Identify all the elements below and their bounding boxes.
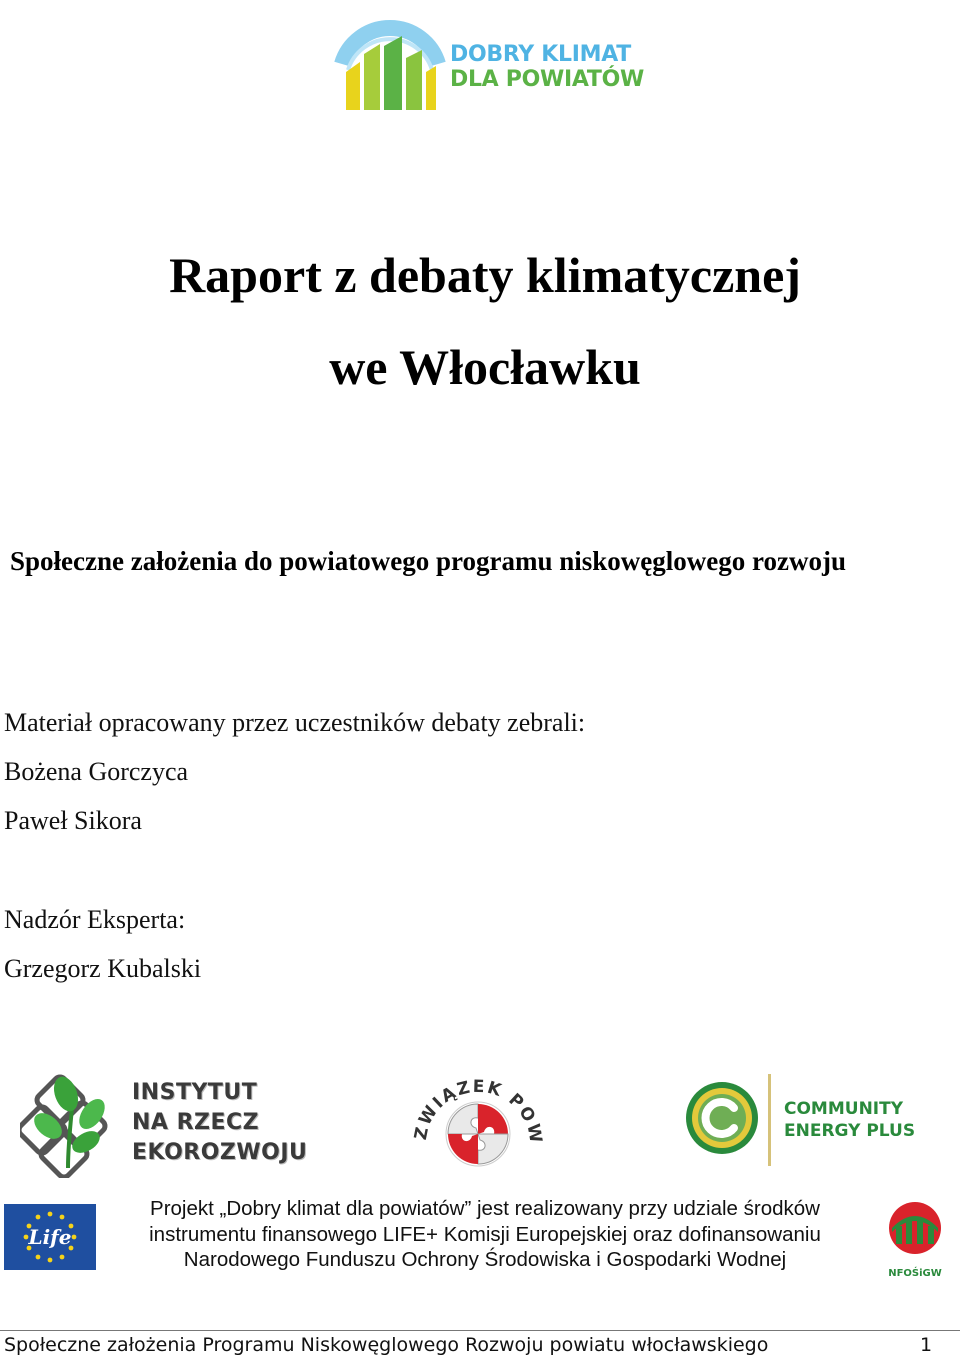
life-text: Life	[28, 1225, 72, 1249]
author-name: Bożena Gorczyca	[4, 757, 189, 786]
cep-line2: ENERGY PLUS	[784, 1121, 916, 1141]
cep-logo-text	[784, 1098, 915, 1142]
dobry-klimat-logo-text	[450, 42, 644, 92]
eu-life-logo	[4, 1204, 96, 1270]
footer-text: Społeczne założenia Programu Niskowęglowego Rozwoju powiatu włocławskiego	[4, 1334, 769, 1356]
funding-line1: Projekt „Dobry klimat dla powiatów” jest realizowany przy udziale środków	[150, 1197, 820, 1220]
zpp-arc-text: ZWIĄZEK POW	[410, 1076, 546, 1147]
zpp-puzzle-logo	[408, 1056, 548, 1192]
ine-line1: INSTYTUT	[132, 1080, 258, 1105]
author-name: Paweł Sikora	[4, 806, 142, 835]
ine-line2: NA RZECZ	[132, 1110, 260, 1135]
funding-line3: Narodowego Funduszu Ochrony Środowiska i Gospodarki Wodnej	[183, 1248, 787, 1271]
expert-name: Grzegorz Kubalski	[4, 954, 202, 983]
ine-line3: EKOROZWOJU	[132, 1140, 308, 1165]
footer-rule	[0, 1330, 960, 1331]
ine-leaf-icon	[20, 1068, 120, 1178]
cep-line1: COMMUNITY	[784, 1099, 904, 1119]
ine-logo-text	[132, 1078, 307, 1168]
material-label: Materiał opracowany przez uczestników debaty zebrali:	[4, 708, 586, 737]
cep-logo-icon	[682, 1078, 762, 1158]
report-title-line1: Raport z debaty klimatycznej	[169, 247, 801, 303]
nfos-text: NFOŚiGW	[888, 1268, 942, 1279]
nfosigw-logo	[884, 1200, 946, 1280]
report-subtitle: Społeczne założenia do powiatowego programu niskowęglowego rozwoju	[10, 546, 846, 576]
report-title-line2: we Włocławku	[329, 339, 641, 395]
supervision-label: Nadzór Eksperta:	[4, 905, 186, 934]
logo-line1: DOBRY KLIMAT	[450, 42, 631, 67]
funding-statement	[105, 1196, 865, 1273]
funding-line2: instrumentu finansowego LIFE+ Komisji Europejskiej oraz dofinansowaniu	[149, 1222, 821, 1246]
cep-divider	[768, 1074, 771, 1166]
page-number: 1	[920, 1334, 933, 1356]
logo-line2: DLA POWIATÓW	[450, 67, 644, 92]
